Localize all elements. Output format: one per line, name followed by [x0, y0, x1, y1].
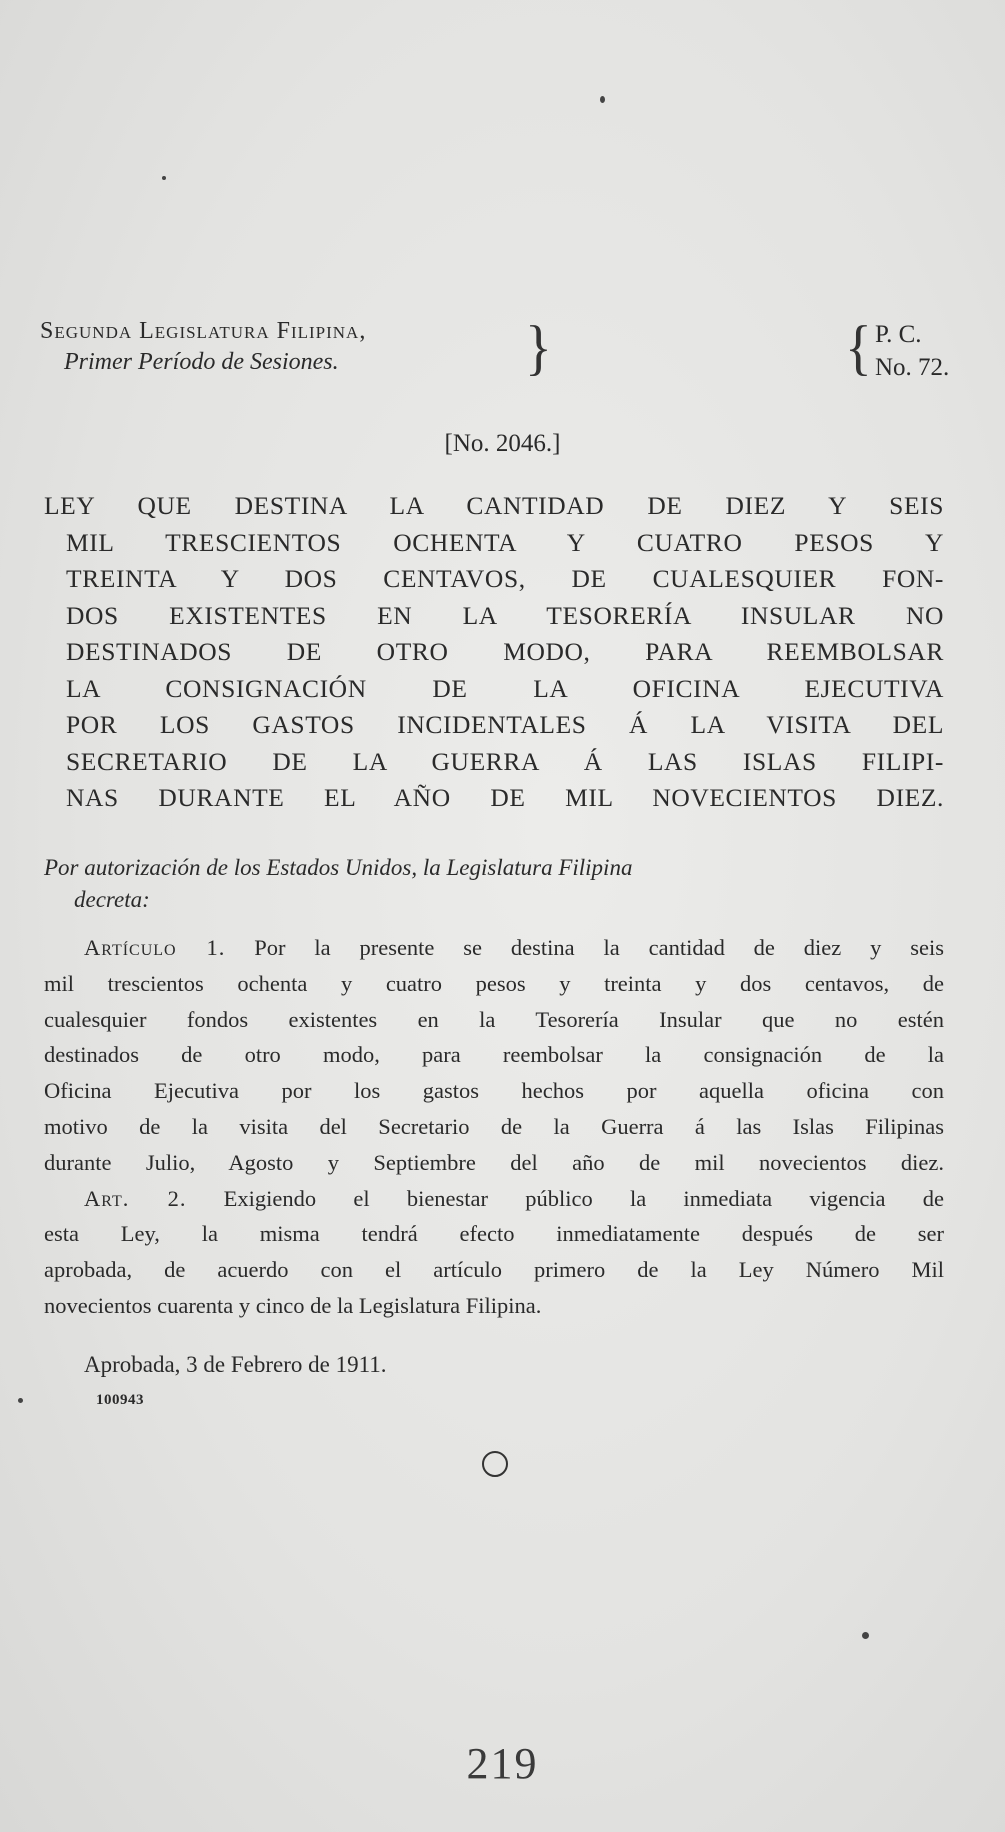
act-title	[44, 488, 944, 817]
article-1-label: Artículo 1.	[84, 935, 226, 960]
title-line: DOS EXISTENTES EN LA TESORERÍA INSULAR NO	[66, 600, 944, 630]
page-number: 219	[466, 1739, 539, 1788]
title-line: NAS DURANTE EL AÑO DE MIL NOVECIENTOS DIEZ.	[66, 783, 944, 812]
body-line: motivo de la visita del Secretario de la Guerra á las Islas Filipinas	[44, 1113, 944, 1139]
title-line: POR LOS GASTOS INCIDENTALES Á LA VISITA DEL	[66, 710, 944, 739]
title-line: DESTINADOS DE OTRO MODO, PARA REEMBOLSAR	[66, 637, 944, 666]
act-body	[44, 930, 944, 1324]
body-line: esta Ley, la misma tendrá efecto inmediatamente después de ser	[44, 1221, 944, 1247]
session-period: Primer Período de Sesiones.	[64, 349, 339, 375]
bill-type: P. C.	[875, 321, 922, 348]
article-2-first-line	[84, 1181, 944, 1217]
bill-reference	[875, 318, 949, 384]
body-line: Exigiendo el bienestar público la inmediata vigencia de	[223, 1185, 945, 1211]
title-line: LA CONSIGNACIÓN DE LA OFICINA EJECUTIVA	[66, 673, 944, 703]
approval-date: Aprobada, 3 de Febrero de 1911.	[84, 1352, 387, 1377]
end-mark-circle-icon	[482, 1451, 508, 1477]
plate-number: 100943	[96, 1392, 144, 1408]
ink-speck	[162, 176, 166, 180]
body-line: mil trescientos ochenta y cuatro pesos y treinta y dos centavos, de	[44, 970, 944, 996]
body-line: novecientos cuarenta y cinco de la Legislatura Filipina.	[44, 1292, 542, 1318]
body-line: durante Julio, Agosto y Septiembre del año de mil novecientos diez.	[44, 1149, 944, 1175]
ink-speck	[862, 1632, 869, 1639]
act-number: [No. 2046.]	[444, 430, 561, 457]
title-line: SECRETARIO DE LA GUERRA Á LAS ISLAS FILIPI-	[66, 746, 944, 776]
enacting-clause	[44, 852, 944, 916]
article-2-label: Art. 2.	[84, 1185, 187, 1211]
article-1-first-line	[84, 930, 944, 966]
body-line: Por la presente se destina la cantidad de diez y seis	[254, 935, 944, 960]
title-line: LEY QUE DESTINA LA CANTIDAD DE DIEZ Y SEIS	[44, 491, 944, 520]
body-line: Oficina Ejecutiva por los gastos hechos por aquella oficina con	[44, 1078, 944, 1104]
title-line: TREINTA Y DOS CENTAVOS, DE CUALESQUIER FON-	[66, 564, 944, 593]
body-line: destinados de otro modo, para reembolsar la consignación de la	[44, 1042, 944, 1068]
body-line: cualesquier fondos existentes en la Tesorería Insular que no estén	[44, 1006, 944, 1032]
closing-brace: }	[525, 313, 552, 383]
legislature-name: Segunda Legislatura Filipina,	[40, 318, 367, 344]
title-line: MIL TRESCIENTOS OCHENTA Y CUATRO PESOS Y	[66, 527, 944, 557]
body-line: aprobada, de acuerdo con el artículo primero de la Ley Número Mil	[44, 1257, 944, 1283]
ink-speck	[600, 96, 605, 103]
bill-number: No. 72.	[875, 354, 950, 381]
ink-speck	[18, 1398, 23, 1403]
enacting-line: Por autorización de los Estados Unidos, la Legislatura Filipina	[44, 855, 633, 880]
enacting-line: decreta:	[74, 887, 150, 912]
legislature-heading	[40, 318, 366, 376]
opening-brace: {	[845, 313, 872, 383]
